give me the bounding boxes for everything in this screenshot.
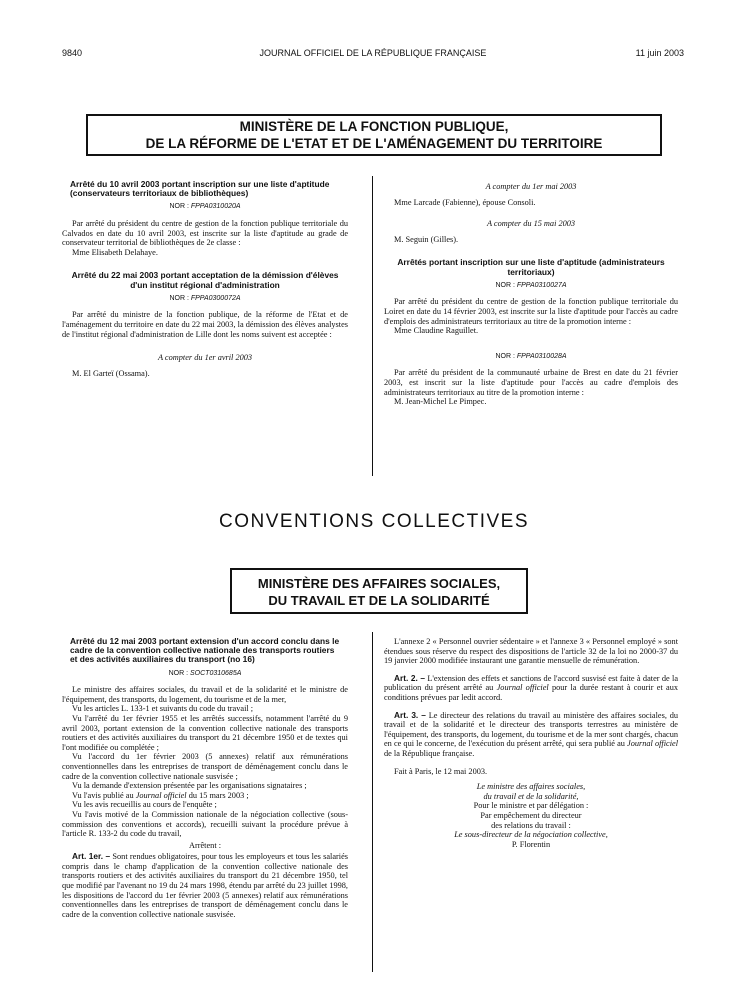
signature-line: Le sous-directeur de la négociation collective, (454, 830, 608, 840)
section-title: CONVENTIONS COLLECTIVES (218, 511, 530, 532)
journal-title: JOURNAL OFFICIEL DE LA RÉPUBLIQUE FRANÇAISE (259, 48, 487, 58)
decree-title: Arrêté du 12 mai 2003 portant extension d'un accord conclu dans le cadre de la convention collective nationale des transports routiers et des activités auxiliaires du transport (no 16) (70, 636, 340, 665)
signatory-name: P. Florentin (511, 839, 551, 849)
decree-title: Arrêtés portant inscription sur une liste d'aptitude (administrateurs territoriaux) (397, 257, 665, 277)
effective-date: A compter du 15 mai 2003 (486, 219, 576, 229)
signature-line: Par empêchement du directeur (480, 810, 582, 820)
decree-name: Mme Elisabeth Delahaye. (72, 247, 158, 257)
ministry-heading-fonction-publique (86, 114, 662, 156)
lower-left-column (62, 637, 348, 919)
decree-name: Mme Claudine Raguillet. (394, 326, 479, 336)
effective-date: A compter du 1er mai 2003 (485, 182, 577, 191)
preamble: Le ministre des affaires sociales, du travail et de la solidarité et le ministre de l'équipement, des transports, du logement, du tourisme et de la mer, (62, 685, 348, 704)
decree-body: Par arrêté du président du centre de gestion de la fonction publique territoriale du Loiret en date du 14 février 2003, est inscrite sur la liste d'aptitude pour l'accès au cadre d'emplois des administrateurs territoriaux au titre de la promotion interne : (384, 297, 678, 326)
nor-reference: NOR : FPPA0310028A (495, 352, 567, 360)
decree-title: Arrêté du 22 mai 2003 portant acceptation de la démission d'élèves d'un institut régional d'administration (71, 270, 339, 290)
issue-date: 11 juin 2003 (635, 48, 684, 58)
signature-block (384, 782, 678, 849)
visa: Vu l'arrêté du 1er février 1955 et les arrêtés successifs, notamment l'arrêté du 9 avril 2003, portant extension de la convention collective nationale des transports routiers et des activités auxiliaires du transport du 21 décembre 1950 et de textes qui l'ont modifiée ou complétée ; (62, 713, 348, 752)
decree-title: Arrêté du 10 avril 2003 portant inscription sur une liste d'aptitude (conservateurs territoriaux de bibliothèques) (70, 179, 330, 199)
ministry-line-2: DE LA RÉFORME DE L'ETAT ET DE L'AMÉNAGEMENT DU TERRITOIRE (145, 136, 603, 151)
nor-reference: NOR : FPPA0300072A (169, 294, 241, 302)
page-number: 9840 (62, 48, 83, 58)
decree-body: Par arrêté du président de la communauté urbaine de Brest en date du 21 février 2003, est inscrit sur la liste d'aptitude pour l'accès au cadre d'emplois des administrateurs territoriaux au titre de la promotion interne : (384, 368, 678, 397)
visa: Vu les articles L. 133-1 et suivants du code du travail ; (72, 704, 254, 714)
signature-line: Pour le ministre et par délégation : (473, 801, 589, 811)
decree-name: M. Seguin (Gilles). (394, 234, 459, 244)
signature-line: Le ministre des affaires sociales, (476, 782, 586, 792)
nor-reference: NOR : FPPA0310027A (495, 281, 567, 289)
article-1-annexes: L'annexe 2 « Personnel ouvrier sédentaire » et l'annexe 3 « Personnel employé » sont étendues sous réserve du respect des dispositions de l'article 32 de la loi no 2000-37 du 19 janvier 2000 modifiée instaurant une garantie mensuelle de rémunération. (384, 637, 678, 666)
signature-line: des relations du travail : (491, 820, 571, 830)
nor-reference: NOR : FPPA0310020A (169, 203, 241, 211)
article-1: Art. 1er. – Sont rendues obligatoires, pour tous les employeurs et tous les salariés compris dans le champ d'application de la convention collective nationale des transports routiers et des activités auxiliaires du transport du 21 décembre 1950, tel que modifié par l'avenant no 19 du 24 mars 1998, étendu par arrêté du 23 juillet 1998, les dispositions de l'accord du 1er février 2003 (5 annexes) relatif aux rémunérations conventionnelles dans les entreprises de transport de déménagement conclu dans le cadre de la convention collective nationale susvisée. (62, 851, 349, 919)
signature-line: du travail et de la solidarité, (483, 791, 579, 801)
ministry-heading-affaires-sociales (230, 568, 528, 614)
lower-right-column (384, 637, 678, 849)
nor-reference: NOR : SOCT0310685A (168, 669, 242, 677)
visa: Vu l'avis motivé de la Commission nationale de la négociation collective (sous-commission des conventions et accords), recueilli suivant la procédure prévue à l'article R. 133-2 du code du travail, (62, 809, 348, 839)
decree-body: Par arrêté du ministre de la fonction publique, de la réforme de l'Etat et de l'aménagement du territoire en date du 22 mai 2003, la démission des élèves analystes de l'institut régional d'administration de Lille dont les noms suivent est acceptée : (62, 310, 348, 339)
effective-date: A compter du 1er avril 2003 (157, 353, 253, 363)
column-divider (372, 176, 373, 476)
decree-name: M. El Garteï (Ossama). (72, 368, 150, 378)
decree-name: Mme Larcade (Fabienne), épouse Consoli. (394, 197, 536, 207)
ministry-line-1: MINISTÈRE DES AFFAIRES SOCIALES, (257, 576, 501, 591)
visa: Vu les avis recueillis au cours de l'enquête ; (72, 800, 217, 810)
ministry-line-1: MINISTÈRE DE LA FONCTION PUBLIQUE, (239, 119, 509, 134)
column-divider (372, 632, 373, 972)
decree-body: Par arrêté du président du centre de gestion de la fonction publique territoriale du Calvados en date du 10 avril 2003, est inscrite sur la liste d'aptitude au grade de conservateur territorial de bibliothèques de 2e classe : (62, 219, 348, 248)
visa: Vu l'avis publié au Journal officiel du 15 mars 2003 ; (72, 790, 249, 800)
article-3: Art. 3. – Le directeur des relations du travail au ministère des affaires sociales, du travail et de la solidarité et le directeur des transports terrestres au ministère de l'équipement, des transports, du logement, du tourisme et de la mer sont chargés, chacun en ce qui le concerne, de l'exécution du présent arrêté, qui sera publié au Journal officiel de la République française. (384, 709, 678, 758)
arretent: Arrêtent : (188, 840, 222, 850)
visa: Vu l'accord du 1er février 2003 (5 annexes) relatif aux rémunérations conventionnelles dans les entreprises de transport de déménagement conclu dans le cadre de la convention collective nationale susvisée ; (62, 752, 348, 781)
ministry-line-2: DU TRAVAIL ET DE LA SOLIDARITÉ (268, 593, 490, 608)
article-2: Art. 2. – L'extension des effets et sanctions de l'accord susvisé est faite à dater de la publication du présent arrêté au Journal officiel pour la durée restant à courir et aux conditions prévues par ledit accord. (384, 672, 679, 702)
upper-right-column (384, 182, 678, 407)
done-at: Fait à Paris, le 12 mai 2003. (394, 766, 488, 776)
visa: Vu la demande d'extension présentée par les organisations signataires ; (72, 781, 307, 791)
upper-left-column (62, 180, 348, 378)
decree-name: M. Jean-Michel Le Pimpec. (394, 397, 487, 407)
